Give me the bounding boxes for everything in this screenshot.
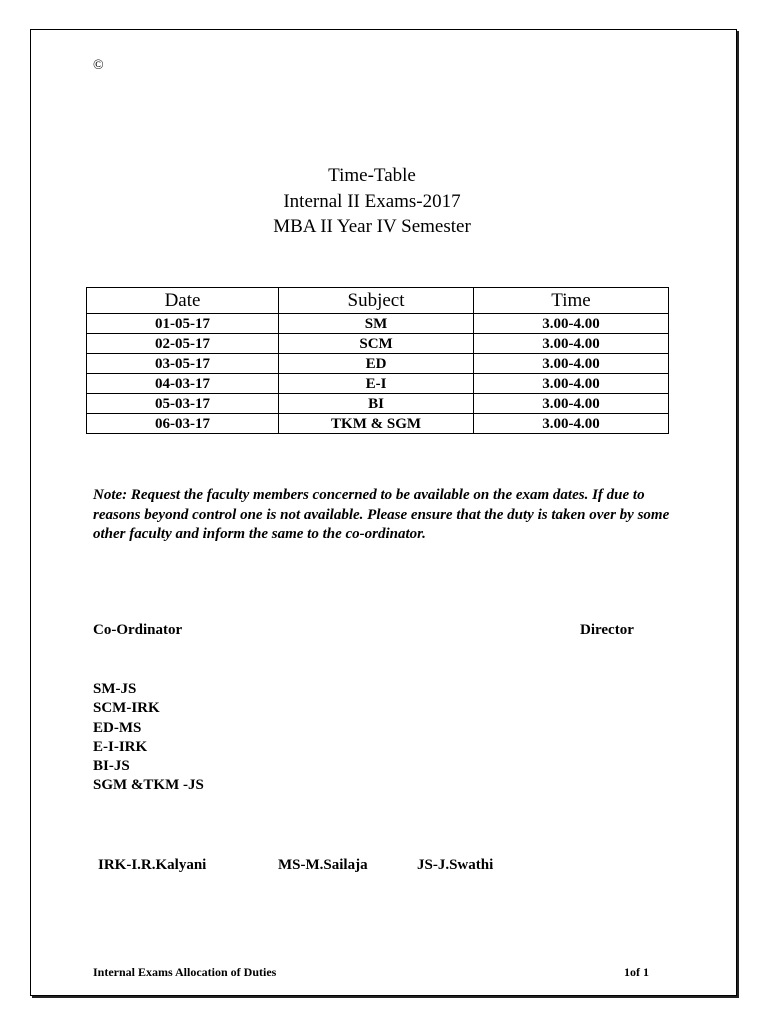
cell-subject: SM <box>279 314 474 334</box>
list-item: SM-JS <box>93 681 137 697</box>
duty-allocation-list <box>93 680 204 796</box>
header-time: Time <box>474 288 669 314</box>
faculty-name: IRK-I.R.Kalyani <box>98 857 207 873</box>
table-row <box>87 414 669 434</box>
cell-time: 3.00-4.00 <box>474 374 669 394</box>
cell-date: 01-05-17 <box>87 314 279 334</box>
table-row <box>87 394 669 414</box>
cell-time: 3.00-4.00 <box>474 354 669 374</box>
copyright-mark: © <box>93 58 104 73</box>
cell-time: 3.00-4.00 <box>474 334 669 354</box>
title-line-2: Internal II Exams-2017 <box>283 190 461 212</box>
page-number: 1of 1 <box>624 965 649 979</box>
cell-subject: SCM <box>279 334 474 354</box>
list-item: E-I-IRK <box>93 738 148 755</box>
title-line-3: MBA II Year IV Semester <box>273 216 471 237</box>
cell-subject: TKM & SGM <box>279 414 474 434</box>
cell-subject: BI <box>279 394 474 414</box>
director-label: Director <box>580 622 634 638</box>
cell-date: 03-05-17 <box>87 354 279 374</box>
cell-date: 04-03-17 <box>87 374 279 394</box>
note-paragraph: Note: Request the faculty members concerned to be available on the exam dates. If due to reasons beyond control one is not available. Please ensure that the duty is taken over by some other faculty and inform the same to the co-ordinator. <box>93 487 670 542</box>
cell-date: 02-05-17 <box>87 334 279 354</box>
list-item: BI-JS <box>93 758 130 775</box>
timetable <box>86 287 669 434</box>
table-header-row <box>87 288 669 314</box>
table-row <box>87 314 669 334</box>
cell-time: 3.00-4.00 <box>474 394 669 414</box>
list-item: SCM-IRK <box>93 700 160 717</box>
header-date: Date <box>87 288 279 314</box>
coordinator-label: Co-Ordinator <box>93 622 183 638</box>
list-item: ED-MS <box>93 719 142 736</box>
footer-title: Internal Exams Allocation of Duties <box>93 965 277 979</box>
title-line-1: Time-Table <box>328 165 416 186</box>
faculty-name: MS-M.Sailaja <box>278 857 368 873</box>
header-subject: Subject <box>279 288 474 314</box>
list-item: SGM &TKM -JS <box>93 777 204 794</box>
cell-date: 06-03-17 <box>87 414 279 434</box>
table-row <box>87 334 669 354</box>
cell-subject: E-I <box>279 374 474 394</box>
title-block <box>31 163 713 240</box>
document-page <box>30 29 737 996</box>
table-row <box>87 374 669 394</box>
faculty-name: JS-J.Swathi <box>417 857 494 873</box>
cell-date: 05-03-17 <box>87 394 279 414</box>
cell-subject: ED <box>279 354 474 374</box>
cell-time: 3.00-4.00 <box>474 314 669 334</box>
table-row <box>87 354 669 374</box>
cell-time: 3.00-4.00 <box>474 414 669 434</box>
